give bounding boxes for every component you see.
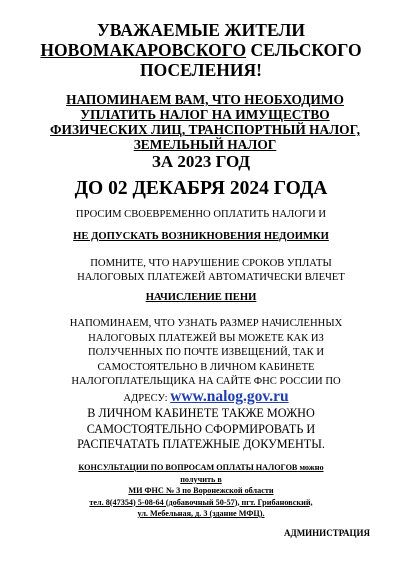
tax-year: ЗА 2023 ГОД [151, 152, 251, 171]
consult-phone: тел. 8(47354) 5-08-64 (добавочный 50-57), пгт. Грибановский, [89, 497, 313, 507]
reminder-line-3: ФИЗИЧЕСКИХ ЛИЦ, ТРАНСПОРТНЫЙ НАЛОГ, [50, 122, 360, 137]
address-prefix: АДРЕСУ: [123, 392, 171, 404]
consult-address: ул. Мебельная, д. 3 (здание МФЦ). [137, 509, 265, 518]
info-line-2: НАЛОГОВЫХ ПЛАТЕЖЕЙ ВЫ МОЖЕТЕ КАК ИЗ [88, 332, 324, 344]
info-line-4: САМОСТОЯТЕЛЬНО В ЛИЧНОМ КАБИНЕТЕ [97, 361, 315, 373]
cabinet-line-3: РАСПЕЧАТАТЬ ПЛАТЕЖНЫЕ ДОКУМЕНТЫ. [77, 437, 325, 451]
penalty-notice: НАЧИСЛЕНИЕ ПЕНИ [145, 292, 257, 303]
cabinet-line-1: В ЛИЧНОМ КАБИНЕТЕ ТАКЖЕ МОЖНО [87, 406, 315, 420]
consultation-contacts [60, 462, 342, 520]
warning-line-2: НАЛОГОВЫХ ПЛАТЕЖЕЙ АВТОМАТИЧЕСКИ ВЛЕЧЕТ [77, 272, 345, 283]
tax-info-paragraph [10, 317, 402, 406]
consult-line-2: МИ ФНС № 3 по Воронежской области [128, 486, 274, 495]
reminder-line-1: НАПОМИНАЕМ ВАМ, ЧТО НЕОБХОДИМО [66, 92, 344, 107]
title-line-1: УВАЖАЕМЫЕ ЖИТЕЛИ [96, 20, 306, 40]
no-debt-notice: НЕ ДОПУСКАТЬ ВОЗНИКНОВЕНИЯ НЕДОИМКИ [73, 231, 329, 242]
payment-request: ПРОСИМ СВОЕВРЕМЕННО ОПЛАТИТЬ НАЛОГИ И [75, 209, 327, 220]
info-line-1: НАПОМИНАЕМ, ЧТО УЗНАТЬ РАЗМЕР НАЧИСЛЕННЫХ [69, 318, 343, 329]
tax-reminder [10, 92, 400, 152]
title-line-2-rest: СЕЛЬСКОГО [246, 40, 362, 60]
info-line-5: НАЛОГОПЛАТЕЛЬЩИКА НА САЙТЕ ФНС РОССИИ ПО [71, 376, 341, 387]
reminder-line-2: УПЛАТИТЬ НАЛОГ НА ИМУЩЕСТВО [80, 107, 330, 122]
cabinet-line-2: САМОСТОЯТЕЛЬНО СФОРМИРОВАТЬ И [86, 421, 316, 436]
warning-line-1: ПОМНИТЕ, ЧТО НАРУШЕНИЕ СРОКОВ УПЛАТЫ [90, 258, 332, 269]
title-settlement-name: НОВОМАКАРОВСКОГО [40, 40, 247, 60]
consult-heading: КОНСУЛЬТАЦИИ ПО ВОПРОСАМ ОПЛАТЫ НАЛОГОВ [78, 463, 298, 472]
info-line-3: ПОЛУЧЕННЫХ ПО ПОЧТЕ ИЗВЕЩЕНИЙ, ТАК И [88, 347, 324, 358]
late-payment-warning [20, 257, 402, 285]
consult-line-1-rest: можно получить в [180, 463, 324, 484]
title-line-3: ПОСЕЛЕНИЯ! [140, 60, 262, 80]
nalog-website-link[interactable]: www.nalog.gov.ru [170, 387, 289, 405]
payment-deadline: ДО 02 ДЕКАБРЯ 2024 ГОДА [74, 178, 328, 199]
signature-administration: АДМИНИСТРАЦИЯ [284, 528, 371, 538]
page-title [0, 20, 402, 80]
reminder-line-4: ЗЕМЕЛЬНЫЙ НАЛОГ [133, 137, 277, 152]
personal-cabinet-note [0, 406, 402, 453]
